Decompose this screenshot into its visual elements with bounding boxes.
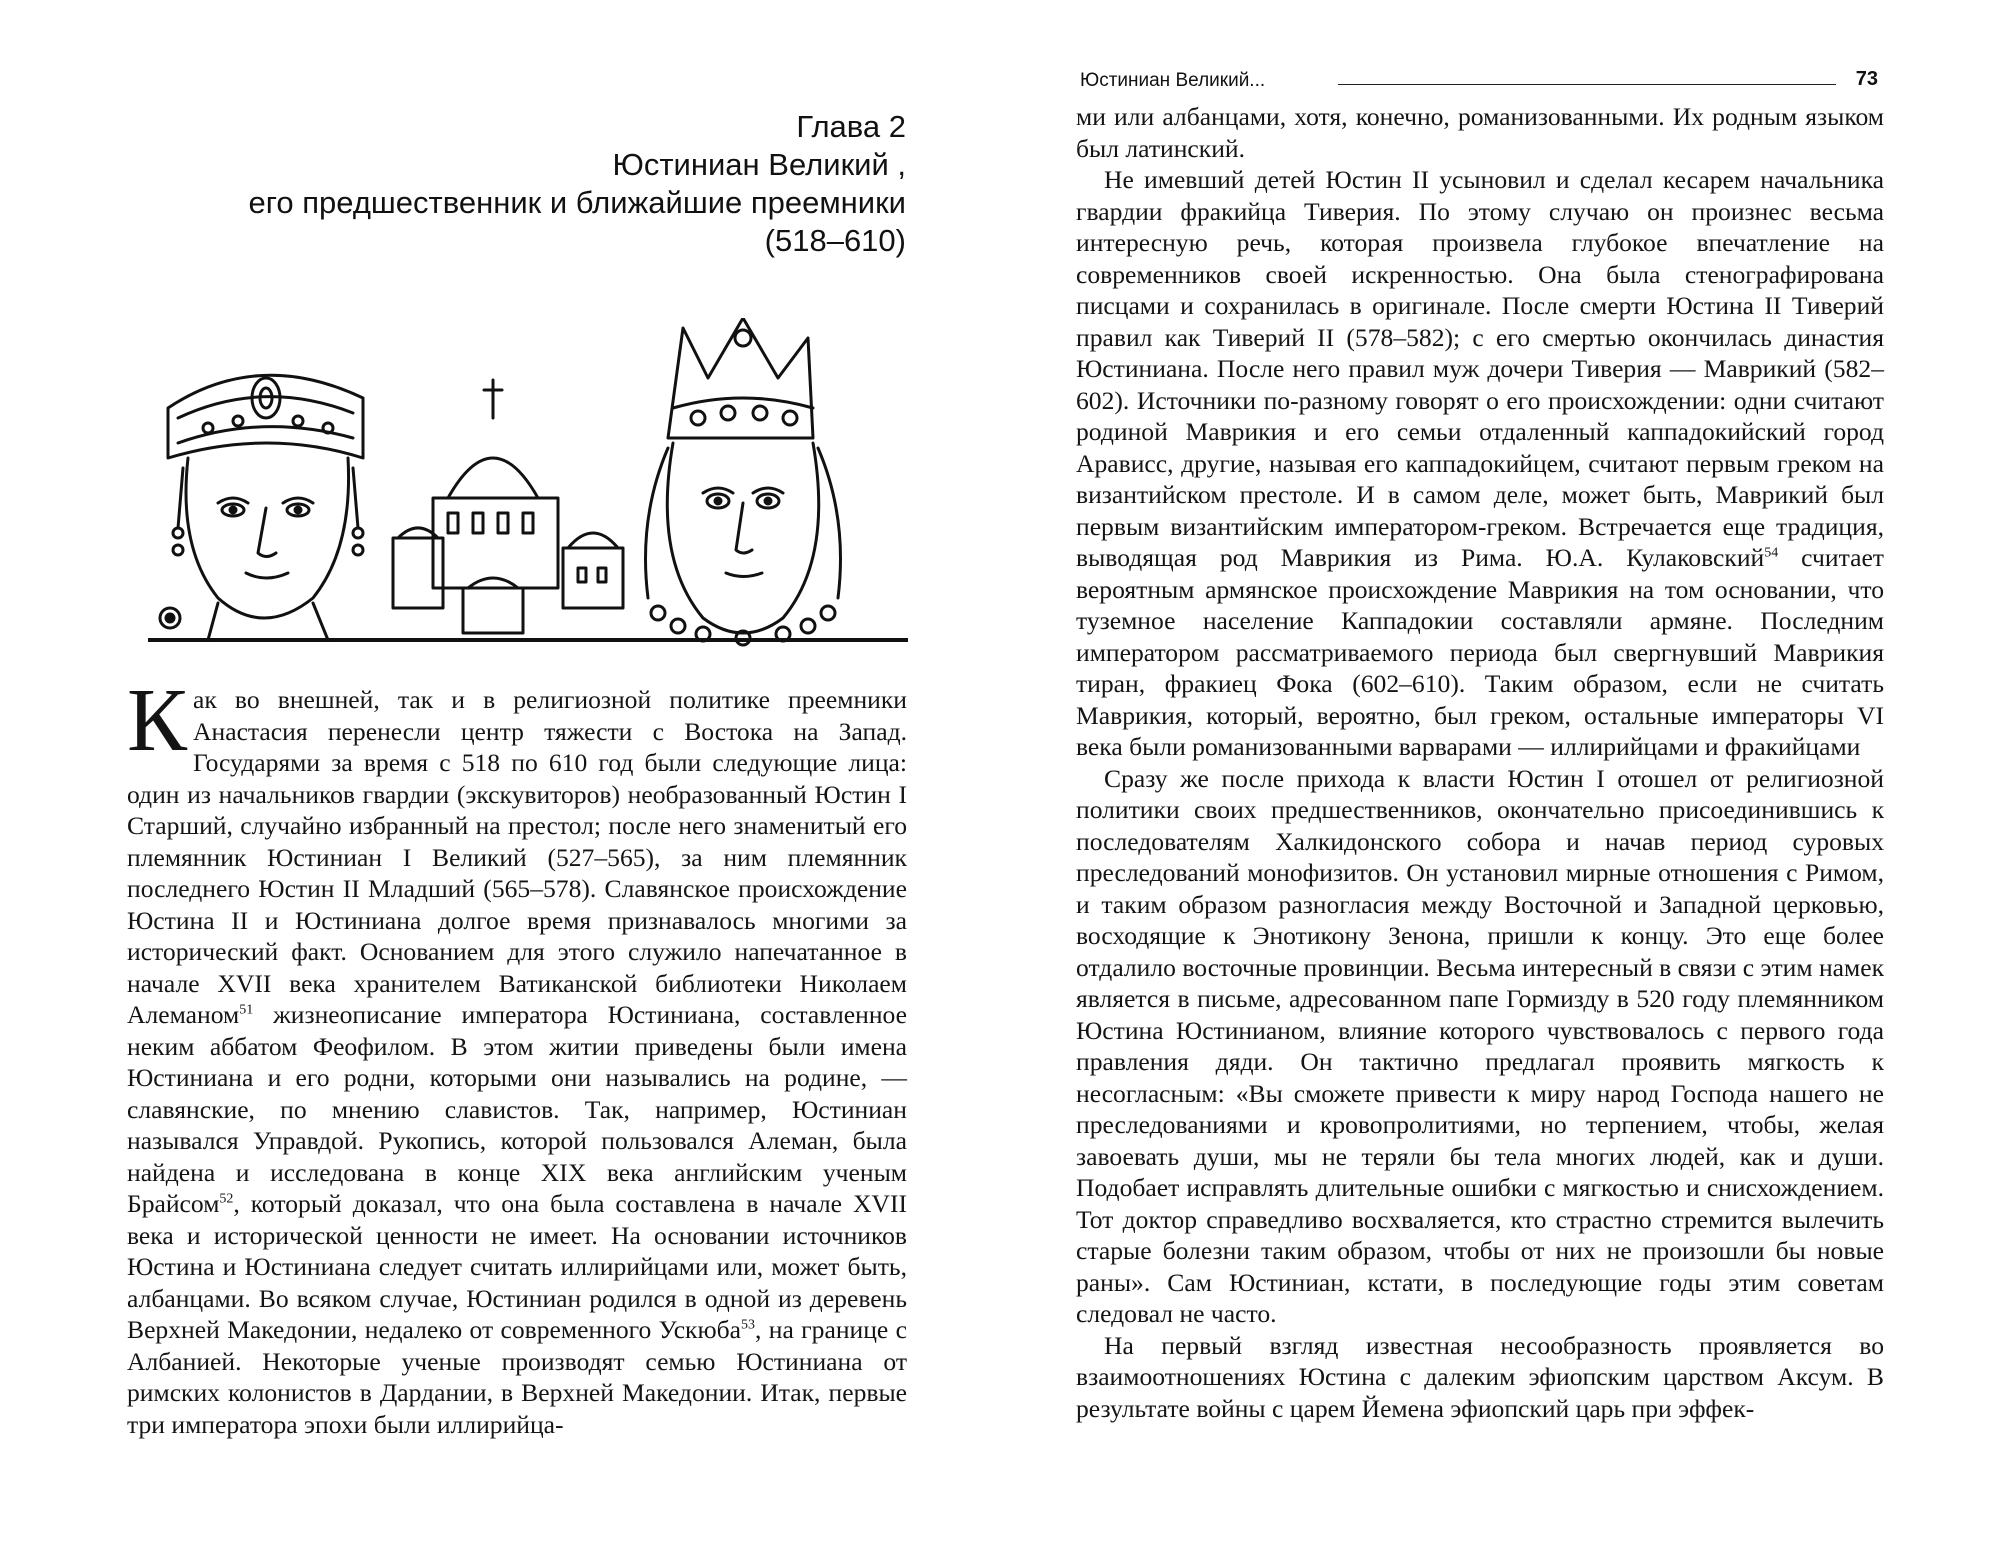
- paragraph-text: , на границе с Албанией. Некоторые ученые производят семью Юстиниана от римских колонистов в Дардании, в Верхней Македонии. Итак, первые три императора эпохи были иллирийца-: [127, 1315, 907, 1439]
- chapter-heading: [146, 108, 906, 260]
- footnote-ref-52[interactable]: 52: [219, 1191, 234, 1207]
- chapter-number: Глава 2: [796, 109, 906, 144]
- paragraph-text: Не имевший детей Юстин II усыновил и сделал кесарем начальника гвардии фракийца Тиверия. По этому случаю он произнес весьма интересную речь, которая произвела глубокое впечатление на современников своей искренностью. Она была стенографирована писцами и сохранилась в оригинале. После смерти Юстина II Тиверий правил как Тиверий II (578–582); с его смертью окончилась династия Юстиниана. После него правил муж дочери Тиверия — Маврикий (582–602). Источники по-разному говорят о его происхождении: одни считают родиной Маврикия и его семьи отдаленный каппадокийский город Арависс, другие, называя его каппадокийцем, считают первым греком на византийском престоле. И в самом деле, может быть, Маврикий был первым византийским императором-греком. Встречается еще традиция, выводящая род Маврикия из Рима. Ю.А. Кулаковский: [1076, 165, 1884, 572]
- paragraph-2: [1076, 164, 1884, 763]
- chapter-subtitle: его предшественник и ближайшие преемники: [248, 185, 906, 220]
- paragraph-text: ак во внешней, так и в религиозной политике преемники Анастасия перенесли центр тяжести с Востока на Запад. Государями за время с 518 по 610 год были следующие лица: один из начальников гвардии (экскувиторов) необразованный Юстин I Старший, случайно избранный на престол; после него знаменитый его племянник Юстиниан I Великий (527–565), за ним племянник последнего Юстин II Младший (565–578). Славянское происхождение Юстина II и Юстиниана долгое время признавалось многими за исторический факт. Основанием для этого служило напечатанное в начале XVII века хранителем Ватиканской библиотеки Николаем Алеманом: [127, 685, 907, 1029]
- paragraph-3: Сразу же после прихода к власти Юстин I отошел от религиозной политики своих предшественников, окончательно присоединившись к последователям Халкидонского собора и начав период суровых преследований монофизитов. Он установил мирные отношения с Римом, и таким образом разногласия между Восточной и Западной церковью, восходящие к Энотикону Зенона, пришли к концу. Это еще более отдалило восточные провинции. Весьма интересный в связи с этим намек является в письме, адресованном папе Гормизду в 520 году племянником Юстина Юстинианом, влияние которого чувствовалось с первого года правления дяди. Он тактично предлагал проявить мягкость к несогласным: «Вы сможете привести к миру народ Господа нашего не преследованиями и кровопролитиями, но терпением, чтобы, желая завоевать души, мы не теряли бы тела многих людей, как и души. Подобает исправлять длительные ошибки с мягкостью и снисхождением. Тот доктор справедливо восхваляется, кто страстно стремится вылечить старые болезни таким образом, чтобы от них не произошли бы новые раны». Сам Юстиниан, кстати, в последующие годы этим советам следовал не часто.: [1076, 763, 1885, 1328]
- footnote-ref-51[interactable]: 51: [239, 1002, 254, 1018]
- byzantine-illustration: [148, 318, 908, 648]
- running-head: [1080, 68, 1878, 98]
- paragraph-1: ми или албанцами, хотя, конечно, романизованными. Их родным языком был латинский.: [1076, 102, 1884, 163]
- right-body-text: [1076, 101, 1884, 1424]
- right-page: [1000, 0, 2000, 1542]
- footnote-ref-54[interactable]: 54: [1764, 545, 1779, 561]
- chapter-title: Юстиниан Великий ,: [612, 147, 906, 182]
- paragraph-text: , который доказал, что она была составлена в начале XVII века и исторической ценности не имеет. На основании источников Юстина и Юстиниана следует считать иллирийцами или, может быть, албанцами. Во всяком случае, Юстиниан родился в одной из деревень Верхней Македонии, недалеко от современного Ускюба: [127, 1189, 907, 1344]
- paragraph-text: жизнеописание императора Юстиниана, составленное неким аббатом Феофилом. В этом житии приведены были имена Юстиниана и его родни, которыми они назывались на родине, — славянские, по мнению славистов. Так, например, Юстиниан назывался Управдой. Рукопись, которой пользовался Алеман, была найдена и исследована в конце XIX века английским ученым Брайсом: [127, 1000, 907, 1218]
- running-head-title: Юстиниан Великий...: [1080, 70, 1266, 91]
- opening-paragraph: [127, 671, 907, 1440]
- left-body-text: [127, 671, 907, 1440]
- paragraph-4: На первый взгляд известная несообразность проявляется во взаимоотношениях Юстина с далеким эфиопским царством Аксум. В результате войны с царем Йемена эфиопский царь при эффек-: [1076, 1330, 1884, 1423]
- chapter-dates: (518–610): [764, 223, 906, 258]
- footnote-ref-53[interactable]: 53: [741, 1317, 755, 1333]
- drop-cap: К: [127, 671, 188, 770]
- running-head-rule: [1338, 84, 1836, 85]
- paragraph-text: считает вероятным армянское происхождение Маврикия на том основании, что туземное население Каппадокии составляли армяне. Последним императором рассматриваемого периода был свергнувший Маврикия тиран, фракиец Фока (602–610). Таким образом, если не считать Маврикия, который, вероятно, был греком, остальные императоры VI века были романизованными варварами — иллирийцами и фракийцами: [1076, 543, 1884, 761]
- page-number: 73: [1855, 68, 1878, 90]
